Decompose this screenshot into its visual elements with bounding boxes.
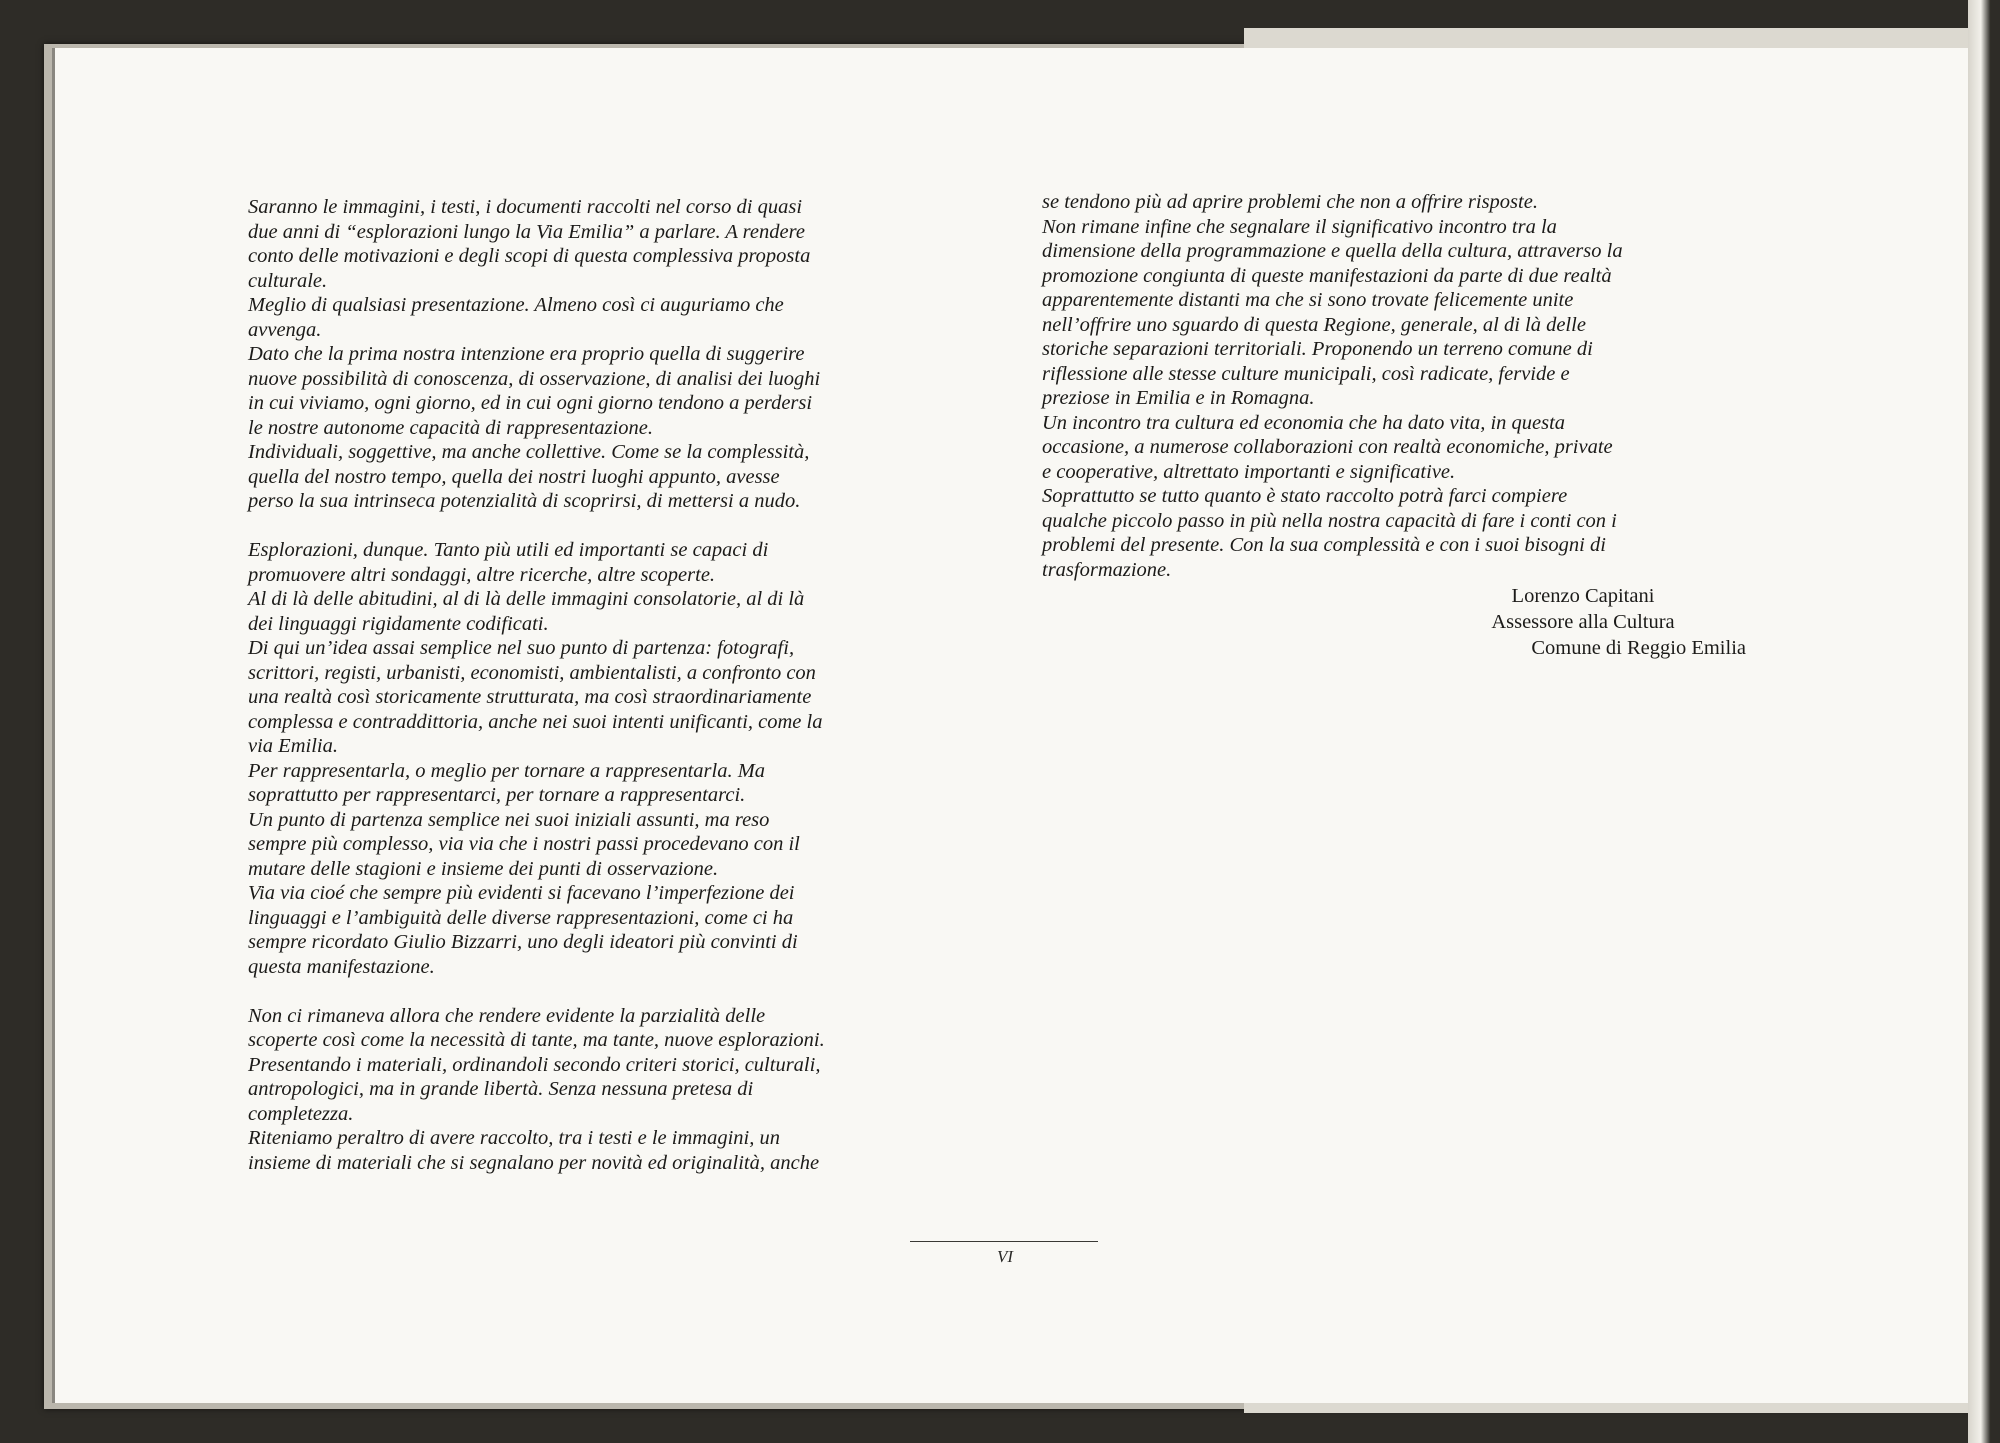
text-line: Per rappresentarla, o meglio per tornare a rappresentarla. Ma — [248, 759, 766, 782]
text-line: una realtà così storicamente strutturata, ma così straordinariamente — [248, 686, 812, 708]
text-line: occasione, a numerose collaborazioni con realtà economiche, private — [1042, 436, 1613, 458]
text-line: apparentemente distanti ma che si sono trovate felicemente unite — [1042, 289, 1574, 311]
text-line: Al di là delle abitudini, al di là delle immagini consolatorie, al di là — [248, 588, 805, 610]
text-line: Riteniamo peraltro di avere raccolto, tra i testi e le immagini, un — [248, 1127, 780, 1149]
text-line: mutare delle stagioni e insieme dei punti di osservazione. — [248, 857, 719, 880]
text-line: scoperte così come la necessità di tante, ma tante, nuove esplorazioni. — [248, 1029, 825, 1051]
text-line: promozione congiunta di queste manifestazioni da parte di due realtà — [1042, 264, 1612, 287]
text-line: le nostre autonome capacità di rappresentazione. — [248, 416, 654, 439]
signature-role: Assessore alla Cultura — [1491, 611, 1675, 633]
paragraph-gap — [248, 514, 825, 539]
text-line: perso la sua intrinseca potenzialità di scoprirsi, di mettersi a nudo. — [248, 490, 801, 512]
text-line: via Emilia. — [248, 735, 338, 757]
text-line: Esplorazioni, dunque. Tanto più utili ed importanti se capaci di — [248, 539, 769, 561]
text-line: complessa e contraddittoria, anche nei suoi intenti unificanti, come la — [248, 710, 823, 733]
text-line: Soprattutto se tutto quanto è stato raccolto potrà farci compiere — [1042, 485, 1568, 507]
text-line: Un incontro tra cultura ed economia che ha dato vita, in questa — [1042, 411, 1566, 434]
text-line: quella del nostro tempo, quella dei nostri luoghi appunto, avesse — [248, 465, 780, 488]
text-line: riflessione alle stesse culture municipali, così radicate, fervide e — [1042, 362, 1570, 385]
text-line: antropologici, ma in grande libertà. Senza nessuna pretesa di — [248, 1078, 754, 1100]
page-number: VI — [996, 1247, 1014, 1266]
text-line: Individuali, soggettive, ma anche collettive. Come se la complessità, — [248, 441, 810, 463]
right-text-column — [1042, 190, 1623, 582]
text-line: due anni di “esplorazioni lungo la Via Emilia” a parlare. A rendere — [248, 220, 805, 243]
text-line: completezza. — [248, 1102, 354, 1125]
paragraph-gap — [248, 979, 825, 1004]
text-line: linguaggi e l’ambiguità delle diverse rappresentazioni, come ci ha — [248, 906, 794, 929]
text-line: nell’offrire uno sguardo di questa Regione, generale, al di là delle — [1042, 313, 1586, 336]
text-line: conto delle motivazioni e degli scopi di questa complessiva proposta — [248, 245, 811, 267]
footer-rule — [910, 1241, 1098, 1242]
text-line: e cooperative, altrettato importanti e significative. — [1042, 460, 1456, 483]
signature-block — [1380, 583, 1746, 661]
text-line: nuove possibilità di conoscenza, di osservazione, di analisi dei luoghi — [248, 367, 821, 390]
text-line: avvenga. — [248, 318, 322, 341]
text-line: in cui viviamo, ogni giorno, ed in cui ogni giorno tendono a perdersi — [248, 392, 813, 414]
text-line: dimensione della programmazione e quella della cultura, attraverso la — [1042, 240, 1623, 262]
text-line: storiche separazioni territoriali. Proponendo un terreno comune di — [1042, 338, 1593, 360]
text-line: culturale. — [248, 269, 328, 292]
text-line: Meglio di qualsiasi presentazione. Almeno così ci auguriamo che — [248, 294, 784, 316]
text-line: sempre ricordato Giulio Bizzarri, uno degli ideatori più convinti di — [248, 931, 798, 953]
text-line: questa manifestazione. — [248, 955, 435, 978]
text-line: Di qui un’idea assai semplice nel suo punto di partenza: fotografi, — [248, 637, 795, 659]
text-line: soprattutto per rappresentarci, per tornare a rappresentarci. — [248, 784, 746, 806]
book-edge — [1968, 0, 2000, 1443]
signature-institution: Comune di Reggio Emilia — [1531, 637, 1746, 659]
text-line: scrittori, registi, urbanisti, economisti, ambientalisti, a confronto con — [248, 661, 816, 684]
text-line: Via via cioé che sempre più evidenti si facevano l’imperfezione dei — [248, 882, 795, 904]
text-line: Non ci rimaneva allora che rendere evidente la parzialità delle — [248, 1004, 766, 1027]
text-line: Presentando i materiali, ordinandoli secondo criteri storici, culturali, — [248, 1053, 821, 1076]
text-line: qualche piccolo passo in più nella nostra capacità di fare i conti con i — [1042, 509, 1617, 532]
text-line: dei linguaggi rigidamente codificati. — [248, 612, 549, 635]
text-line: preziose in Emilia e in Romagna. — [1042, 387, 1315, 409]
left-text-column — [248, 195, 825, 1175]
text-line: Non rimane infine che segnalare il significativo incontro tra la — [1042, 215, 1557, 238]
text-line: se tendono più ad aprire problemi che non a offrire risposte. — [1042, 191, 1538, 213]
text-line: problemi del presente. Con la sua complessità e con i suoi bisogni di — [1042, 534, 1606, 556]
text-line: Un punto di partenza semplice nei suoi iniziali assunti, ma reso — [248, 808, 770, 831]
text-line: trasformazione. — [1042, 558, 1172, 581]
signature-name: Lorenzo Capitani — [1511, 585, 1655, 607]
text-line: Dato che la prima nostra intenzione era proprio quella di suggerire — [248, 343, 805, 365]
text-line: Saranno le immagini, i testi, i documenti raccolti nel corso di quasi — [248, 196, 803, 218]
text-line: insieme di materiali che si segnalano per novità ed originalità, anche — [248, 1151, 820, 1174]
text-line: sempre più complesso, via via che i nostri passi procedevano con il — [248, 833, 800, 855]
text-line: promuovere altri sondaggi, altre ricerche, altre scoperte. — [248, 563, 716, 586]
